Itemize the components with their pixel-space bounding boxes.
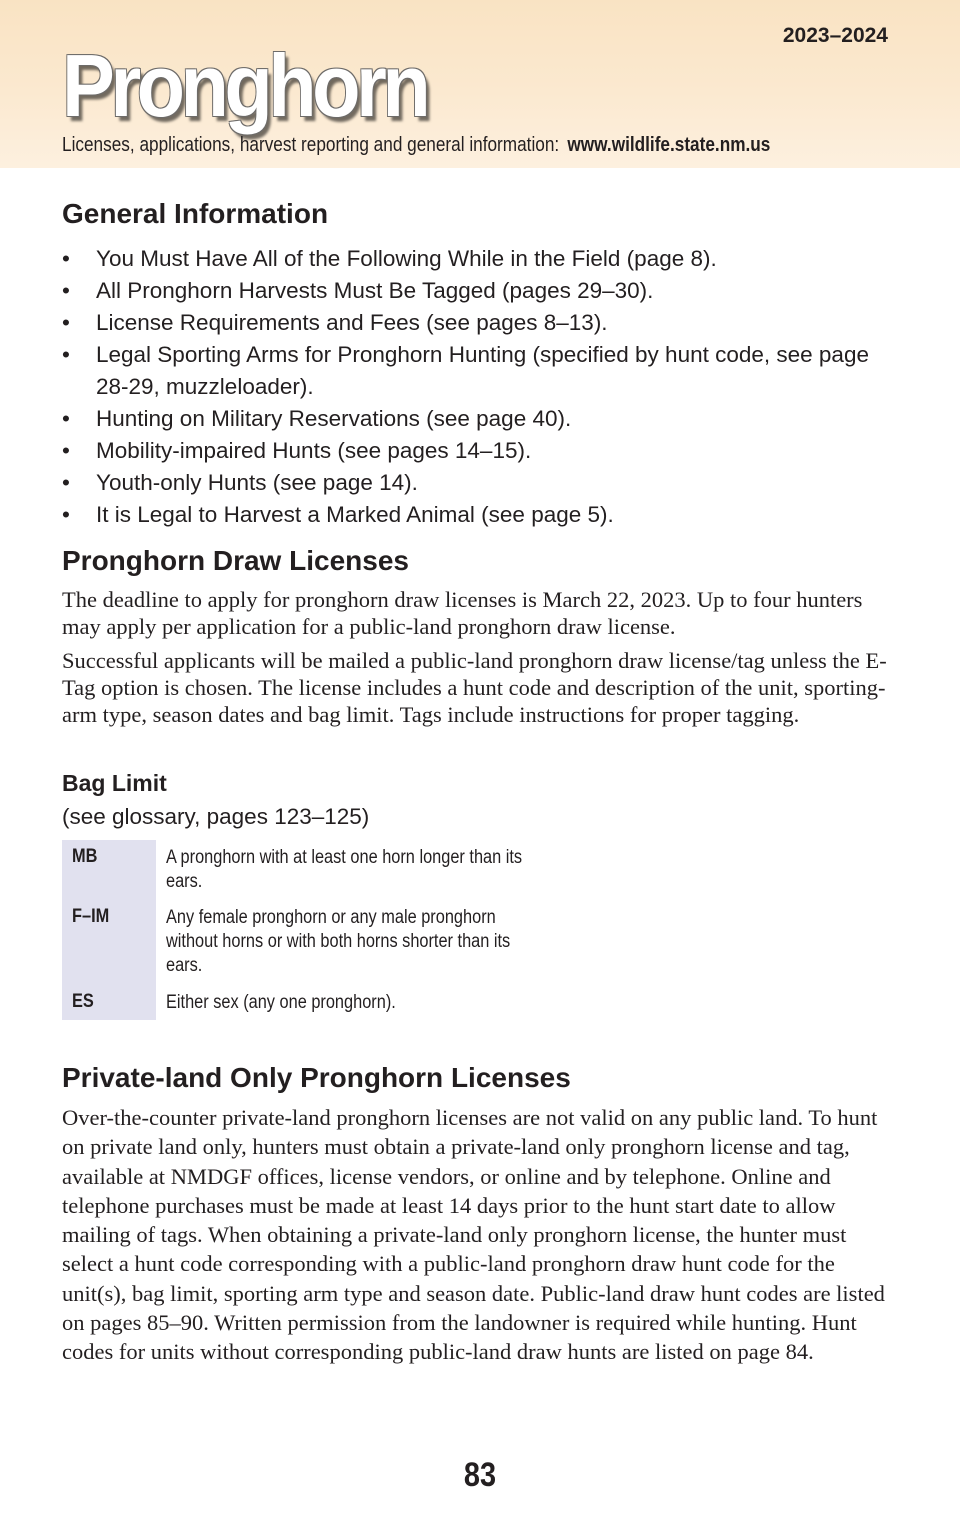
page-title: Pronghorn xyxy=(62,36,427,135)
list-item: • All Pronghorn Harvests Must Be Tagged (pages 29–30). xyxy=(62,275,882,307)
list-item: • It is Legal to Harvest a Marked Animal (see page 5). xyxy=(62,499,882,531)
page-header xyxy=(0,0,960,168)
draw-licenses-heading: Pronghorn Draw Licenses xyxy=(62,545,409,576)
bag-code: F–IM xyxy=(72,906,110,927)
bag-description: Either sex (any one pronghorn). xyxy=(166,992,396,1013)
bag-description: Any female pronghorn or any male pronghorn without horns or with both horns shorter than its ears. xyxy=(166,907,511,976)
header-subtitle xyxy=(62,134,770,157)
bag-limit-table xyxy=(62,840,522,1020)
bag-limit-subtitle: (see glossary, pages 123–125) xyxy=(62,804,370,829)
general-info-list xyxy=(62,243,882,531)
bullet-icon: • xyxy=(62,310,70,335)
list-item: • Youth-only Hunts (see page 14). xyxy=(62,467,882,499)
bullet-icon: • xyxy=(62,278,70,303)
website-link[interactable]: www.wildlife.state.nm.us xyxy=(567,134,771,156)
bag-code: MB xyxy=(72,846,98,867)
bullet-icon: • xyxy=(62,502,70,527)
private-land-heading: Private-land Only Pronghorn Licenses xyxy=(62,1062,571,1093)
list-item: • License Requirements and Fees (see pages 8–13). xyxy=(62,307,882,339)
page-number: 83 xyxy=(463,1456,497,1494)
bullet-icon: • xyxy=(62,406,70,431)
list-item: • You Must Have All of the Following While in the Field (page 8). xyxy=(62,243,882,275)
bag-code: ES xyxy=(72,991,94,1012)
draw-paragraph-details: Successful applicants will be mailed a public-land pronghorn draw license/tag unless the E-Tag option is chosen. The license includes a hunt code and description of the unit, sporting-arm type, season dates and bag limit. Tags include instructions for proper tagging. xyxy=(62,648,887,727)
list-item: • Legal Sporting Arms for Pronghorn Hunting (specified by hunt code, see page 28-29, muzzleloader). xyxy=(62,339,882,403)
subtitle-text: Licenses, applications, harvest reporting and general information: xyxy=(62,134,560,156)
bullet-icon: • xyxy=(62,246,70,271)
bullet-icon: • xyxy=(62,438,70,463)
bag-description: A pronghorn with at least one horn longer than its ears. xyxy=(166,847,523,892)
bag-limit-title: Bag Limit xyxy=(62,770,167,796)
list-item: • Hunting on Military Reservations (see page 40). xyxy=(62,403,882,435)
bullet-icon: • xyxy=(62,342,70,367)
private-land-paragraph: Over-the-counter private-land pronghorn licenses are not valid on any public land. To hunt on private land only, hunters must obtain a private-land only pronghorn license and tag, available at NMDGF offices, license vendors, or online and by telephone. Online and telephone purchases must be made at least 14 days prior to the hunt start date to allow mailing of tags. When obtaining a private-land only pronghorn license, the hunter must select a hunt code corresponding with a public-land pronghorn draw hunt code for the unit(s), bag limit, sporting arm type and season date. Public-land draw hunt codes are listed on pages 85–90. Written permission from the landowner is required while hunting. Hunt codes for units without corresponding public-land draw hunts are listed on page 84. xyxy=(62,1105,885,1365)
draw-paragraph-deadline: The deadline to apply for pronghorn draw licenses is March 22, 2023. Up to four hunters may apply per application for a public-land pronghorn draw license. xyxy=(62,587,863,639)
bullet-icon: • xyxy=(62,470,70,495)
list-item: • Mobility-impaired Hunts (see pages 14–15). xyxy=(62,435,882,467)
general-info-heading: General Information xyxy=(62,198,329,229)
season-year: 2023–2024 xyxy=(782,24,888,47)
